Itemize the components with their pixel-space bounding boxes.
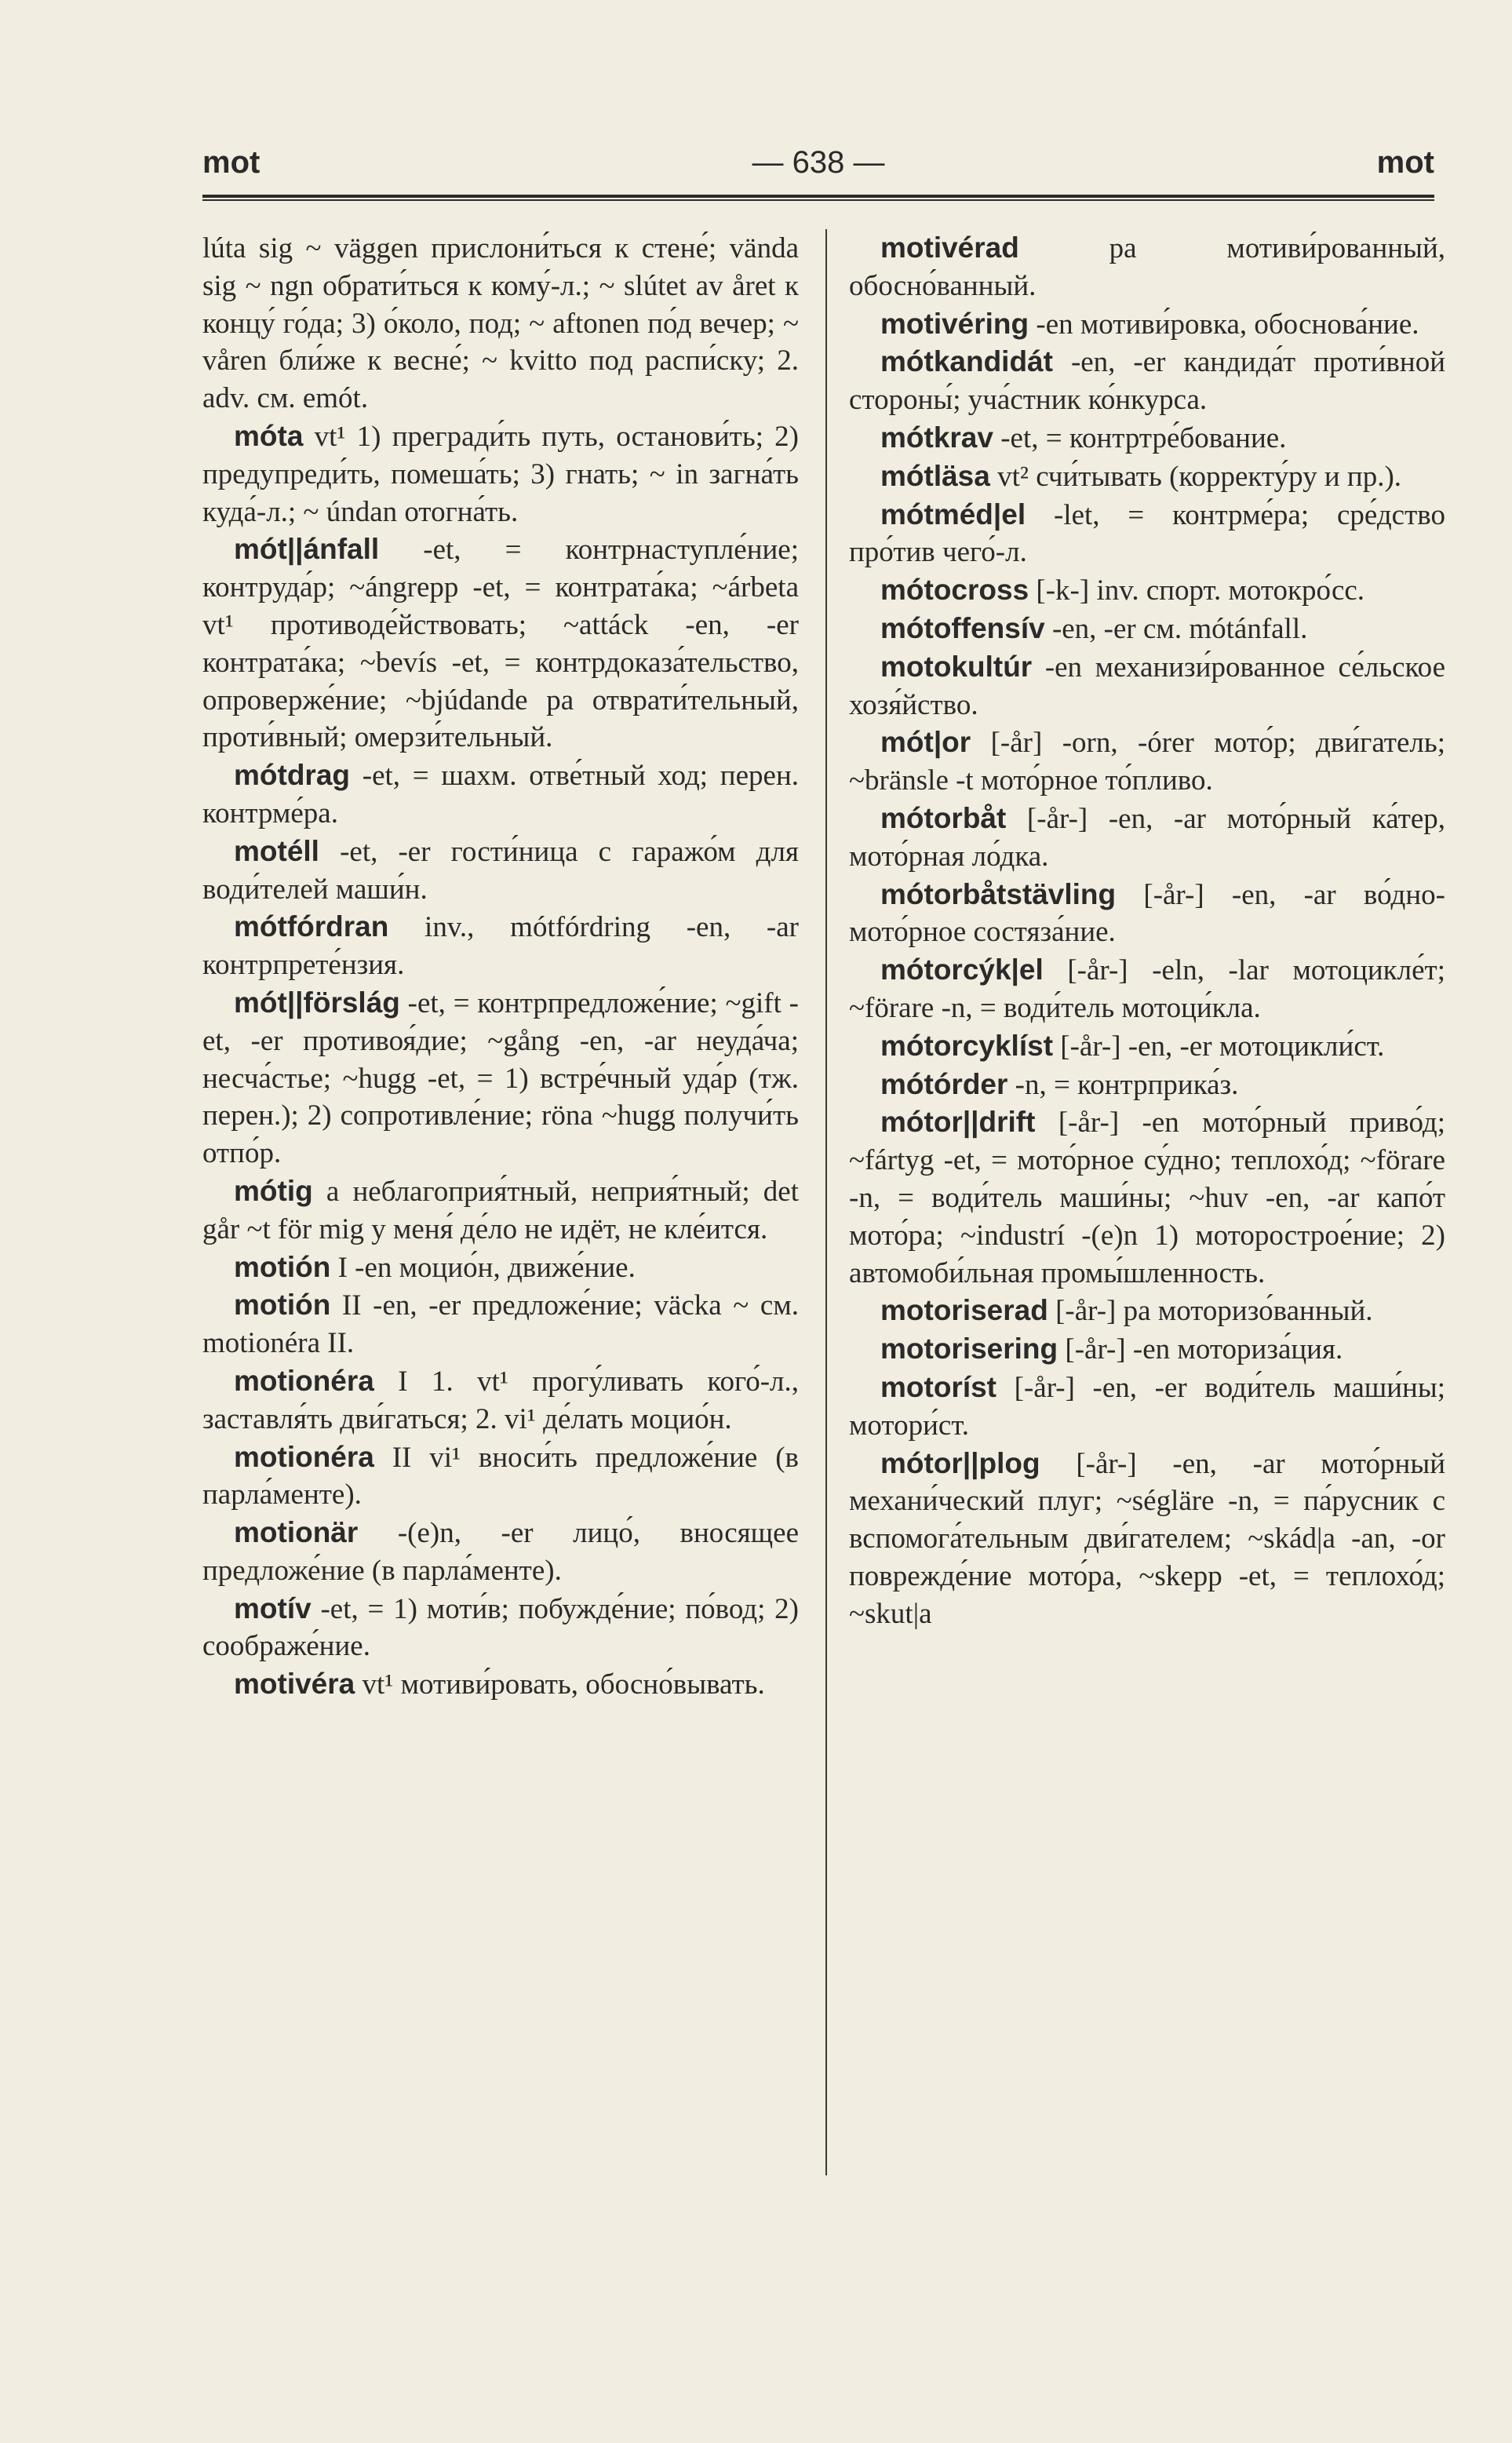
dictionary-entry xyxy=(849,419,1445,458)
dictionary-entry xyxy=(849,1445,1445,1633)
entry-headword: mótorcýk|el xyxy=(880,953,1044,986)
entry-headword: mótórder xyxy=(880,1067,1008,1100)
entry-definition: [-år-] -en, -er мотоцикли́ст. xyxy=(1053,1030,1385,1063)
entry-headword: mót|or xyxy=(880,726,971,759)
dictionary-entry xyxy=(849,229,1445,305)
entry-definition: [-år-] -en моториза́ция. xyxy=(1058,1333,1343,1366)
entry-headword: motoríst xyxy=(880,1370,996,1403)
entry-headword: móta xyxy=(234,419,304,452)
entry-definition: -et, = шахм. отве́тный ход; перен. контрме́ра. xyxy=(202,760,799,830)
dictionary-entry xyxy=(849,724,1445,800)
entry-definition: [-år-] -en, -ar мото́рный механи́ческий плуг; ~ségläre -n, = па́русник с вспомога́тельным дви́гателем; ~skád|a -an, -or поврежде́ние мото́ра, ~skepp -et, = теплохо́д; ~skut|a xyxy=(849,1447,1445,1630)
entry-headword: motokultúr xyxy=(880,650,1033,683)
entry-definition: [-år-] -eln, -lar мотоцикле́т; ~förare -n, = води́тель мотоци́кла. xyxy=(849,954,1445,1024)
dictionary-entry xyxy=(849,571,1445,610)
entry-headword: mótdrag xyxy=(234,759,350,792)
entry-definition: -en, -er см. mótánfall. xyxy=(1044,612,1308,645)
header-rule-thin xyxy=(202,199,1434,201)
dictionary-entry xyxy=(202,1665,799,1704)
dictionary-entry xyxy=(849,1330,1445,1369)
left-column xyxy=(202,229,799,1704)
dictionary-entry xyxy=(202,1286,799,1362)
entry-definition: -n, = контрприка́з. xyxy=(1007,1068,1239,1101)
entry-headword: motív xyxy=(234,1592,312,1624)
header-left-guide-word: mot xyxy=(202,145,261,180)
dictionary-entry xyxy=(202,229,799,417)
entry-definition: -et, = контрнаступле́ние; контруда́р; ~ángrepp -et, = контрата́ка; ~árbeta vt¹ противоде́йствовать; ~attáck -en, -er контрата́ка; ~bevís -et, = контрдоказа́тельство, опроверже́ние; ~bjúdande pa отврати́тельный, проти́вный; омерзи́тельный. xyxy=(202,534,799,754)
dictionary-entry xyxy=(202,1514,799,1590)
entry-definition: -et, = 1) моти́в; побужде́ние; по́вод; 2) соображе́ние. xyxy=(202,1592,799,1663)
entry-definition: [-år-] -en, -ar во́дно-мото́рное состяза́ние. xyxy=(849,878,1445,949)
entry-definition: II vi¹ вноси́ть предложе́ние (в парла́менте). xyxy=(202,1441,799,1511)
entry-headword: mótoffensív xyxy=(880,611,1045,644)
dictionary-entry xyxy=(202,984,799,1172)
entry-definition: [-år-] -en, -er води́тель маши́ны; мотори́ст. xyxy=(849,1371,1445,1442)
entry-definition: pa мотиви́рованный, обосно́ванный. xyxy=(849,232,1445,302)
entry-definition: [-år] -orn, -órer мото́р; дви́гатель; ~bränsle -t мото́рное то́пливо. xyxy=(849,727,1445,797)
entry-headword: mótméd|el xyxy=(880,498,1026,531)
header-right-guide-word: mot xyxy=(1376,145,1434,180)
dictionary-entry xyxy=(202,1438,799,1515)
dictionary-entry xyxy=(202,1590,799,1666)
entry-headword: mótkandidát xyxy=(880,345,1053,378)
dictionary-entry xyxy=(849,1103,1445,1292)
entry-definition: -en, -er кандида́т проти́вной стороны́; уча́стник ко́нкурса. xyxy=(849,346,1445,417)
column-divider xyxy=(825,229,827,2175)
entry-headword: mótorbåtstävling xyxy=(880,877,1117,910)
entry-definition: I -en моцио́н, движе́ние. xyxy=(330,1251,636,1284)
entry-headword: motivéring xyxy=(880,307,1029,340)
entry-headword: mótig xyxy=(234,1174,313,1207)
dictionary-entry xyxy=(202,833,799,909)
entry-definition: lúta sig ~ väggen прислони́ться к стене́; vända sig ~ ngn обрати́ться к кому́-л.; ~ slútet av året к концу́ го́да; 3) о́коло, под; ~ aftonen по́д вечер; ~ våren бли́же к весне́; ~ kvitto под распи́ску; 2. adv. см. emót. xyxy=(202,232,799,415)
entry-headword: motión xyxy=(234,1250,331,1283)
entry-definition: -en механизи́рованное се́льское хозя́йство. xyxy=(849,651,1445,721)
dictionary-entry xyxy=(849,343,1445,419)
entry-definition: II -en, -er предложе́ние; väcka ~ см. motionéra II. xyxy=(202,1289,799,1360)
entry-definition: inv., mótfórdring -en, -ar контрпрете́нзия. xyxy=(202,911,799,982)
entry-definition: -et, = контртре́бование. xyxy=(993,421,1287,454)
dictionary-entry xyxy=(849,305,1445,344)
entry-headword: mót||ánfall xyxy=(234,533,380,566)
entry-headword: motivéra xyxy=(234,1668,355,1701)
dictionary-entry xyxy=(849,1066,1445,1104)
dictionary-entry xyxy=(849,458,1445,496)
entry-headword: motionéra xyxy=(234,1364,374,1397)
dictionary-entry xyxy=(202,1362,799,1438)
dictionary-entry xyxy=(849,800,1445,876)
page-header xyxy=(202,145,1434,192)
entry-definition: -et, = контрпредложе́ние; ~gift -et, -er противоя́дие; ~gång -en, -ar неуда́ча; несча́стье; ~hugg -et, = 1) встре́чный уда́р (тж. перен.); 2) сопротивле́ние; röna ~hugg получи́ть отпо́р. xyxy=(202,986,799,1170)
page-number: — 638 — xyxy=(752,145,885,180)
entry-headword: motivérad xyxy=(880,232,1019,264)
dictionary-entry xyxy=(849,610,1445,648)
entry-headword: mótkrav xyxy=(880,421,993,454)
entry-headword: mótocross xyxy=(880,574,1029,607)
dictionary-entry xyxy=(849,1027,1445,1066)
dictionary-entry xyxy=(849,876,1445,952)
dictionary-entry xyxy=(849,1292,1445,1330)
dictionary-entry xyxy=(849,951,1445,1027)
entry-definition: vt¹ мотиви́ровать, обосно́вывать. xyxy=(355,1668,765,1701)
dictionary-entry xyxy=(202,757,799,833)
entry-headword: mótor||plog xyxy=(880,1446,1040,1479)
entry-definition: [-år-] -en, -ar мото́рный ка́тер, мото́рная ло́дка. xyxy=(849,802,1445,873)
dictionary-entry xyxy=(849,496,1445,572)
dictionary-entry xyxy=(202,908,799,984)
dictionary-entry xyxy=(202,417,799,531)
entry-definition: [-k-] inv. спорт. мотокро́сс. xyxy=(1029,574,1365,607)
entry-headword: mót||förslág xyxy=(234,986,400,1019)
entry-headword: mótläsa xyxy=(880,459,990,492)
entry-definition: a неблагоприя́тный, неприя́тный; det går ~t för mig у меня́ де́ло не идёт, не кле́ится. xyxy=(202,1175,799,1245)
dictionary-entry xyxy=(849,1369,1445,1445)
entry-definition: I 1. vt¹ прогу́ливать кого́-л., заставля́ть дви́гаться; 2. vi¹ де́лать моцио́н. xyxy=(202,1365,799,1435)
dictionary-entry xyxy=(849,648,1445,724)
entry-definition: [-år-] pa моторизо́ванный. xyxy=(1047,1295,1373,1328)
entry-definition: -en мотиви́ровка, обоснова́ние. xyxy=(1029,308,1419,341)
dictionary-entry xyxy=(202,1249,799,1287)
entry-definition: -let, = контрме́ра; сре́дство про́тив чего́-л. xyxy=(849,498,1445,569)
entry-headword: mótor||drift xyxy=(880,1106,1036,1139)
right-column xyxy=(849,229,1445,1632)
entry-headword: motionéra xyxy=(234,1440,374,1473)
entry-definition: -et, -er гости́ница с гаражо́м для води́телей маши́н. xyxy=(202,835,799,906)
entry-headword: motoriserad xyxy=(880,1294,1048,1327)
dictionary-entry xyxy=(202,1172,799,1249)
dictionary-entry xyxy=(202,531,799,757)
entry-definition: -(e)n, -er лицо́, вносящее предложе́ние (в парла́менте). xyxy=(202,1517,799,1587)
entry-definition: vt² счи́тывать (корректу́ру и пр.). xyxy=(989,460,1402,493)
entry-headword: motionär xyxy=(234,1516,359,1549)
header-rule xyxy=(202,195,1434,198)
entry-headword: motéll xyxy=(234,834,319,867)
entry-headword: motión xyxy=(234,1289,331,1322)
entry-headword: mótorbåt xyxy=(880,801,1007,834)
entry-headword: motorisering xyxy=(880,1333,1058,1366)
entry-headword: mótfórdran xyxy=(234,910,389,943)
entry-headword: mótorcyklíst xyxy=(880,1029,1054,1062)
entry-definition: vt¹ 1) прегради́ть путь, останови́ть; 2) предупреди́ть, помеша́ть; 3) гнать; ~ in загна́ть куда́-л.; ~ úndan отогна́ть. xyxy=(202,420,799,528)
entry-definition: [-år-] -en мото́рный приво́д; ~fártyg -et, = мото́рное су́дно; теплохо́д; ~förare -n, = води́тель маши́ны; ~huv -en, -ar капо́т мото́ра; ~industrí -(e)n 1) моторострое́ние; 2) автомоби́льная промы́шленность. xyxy=(849,1107,1445,1289)
